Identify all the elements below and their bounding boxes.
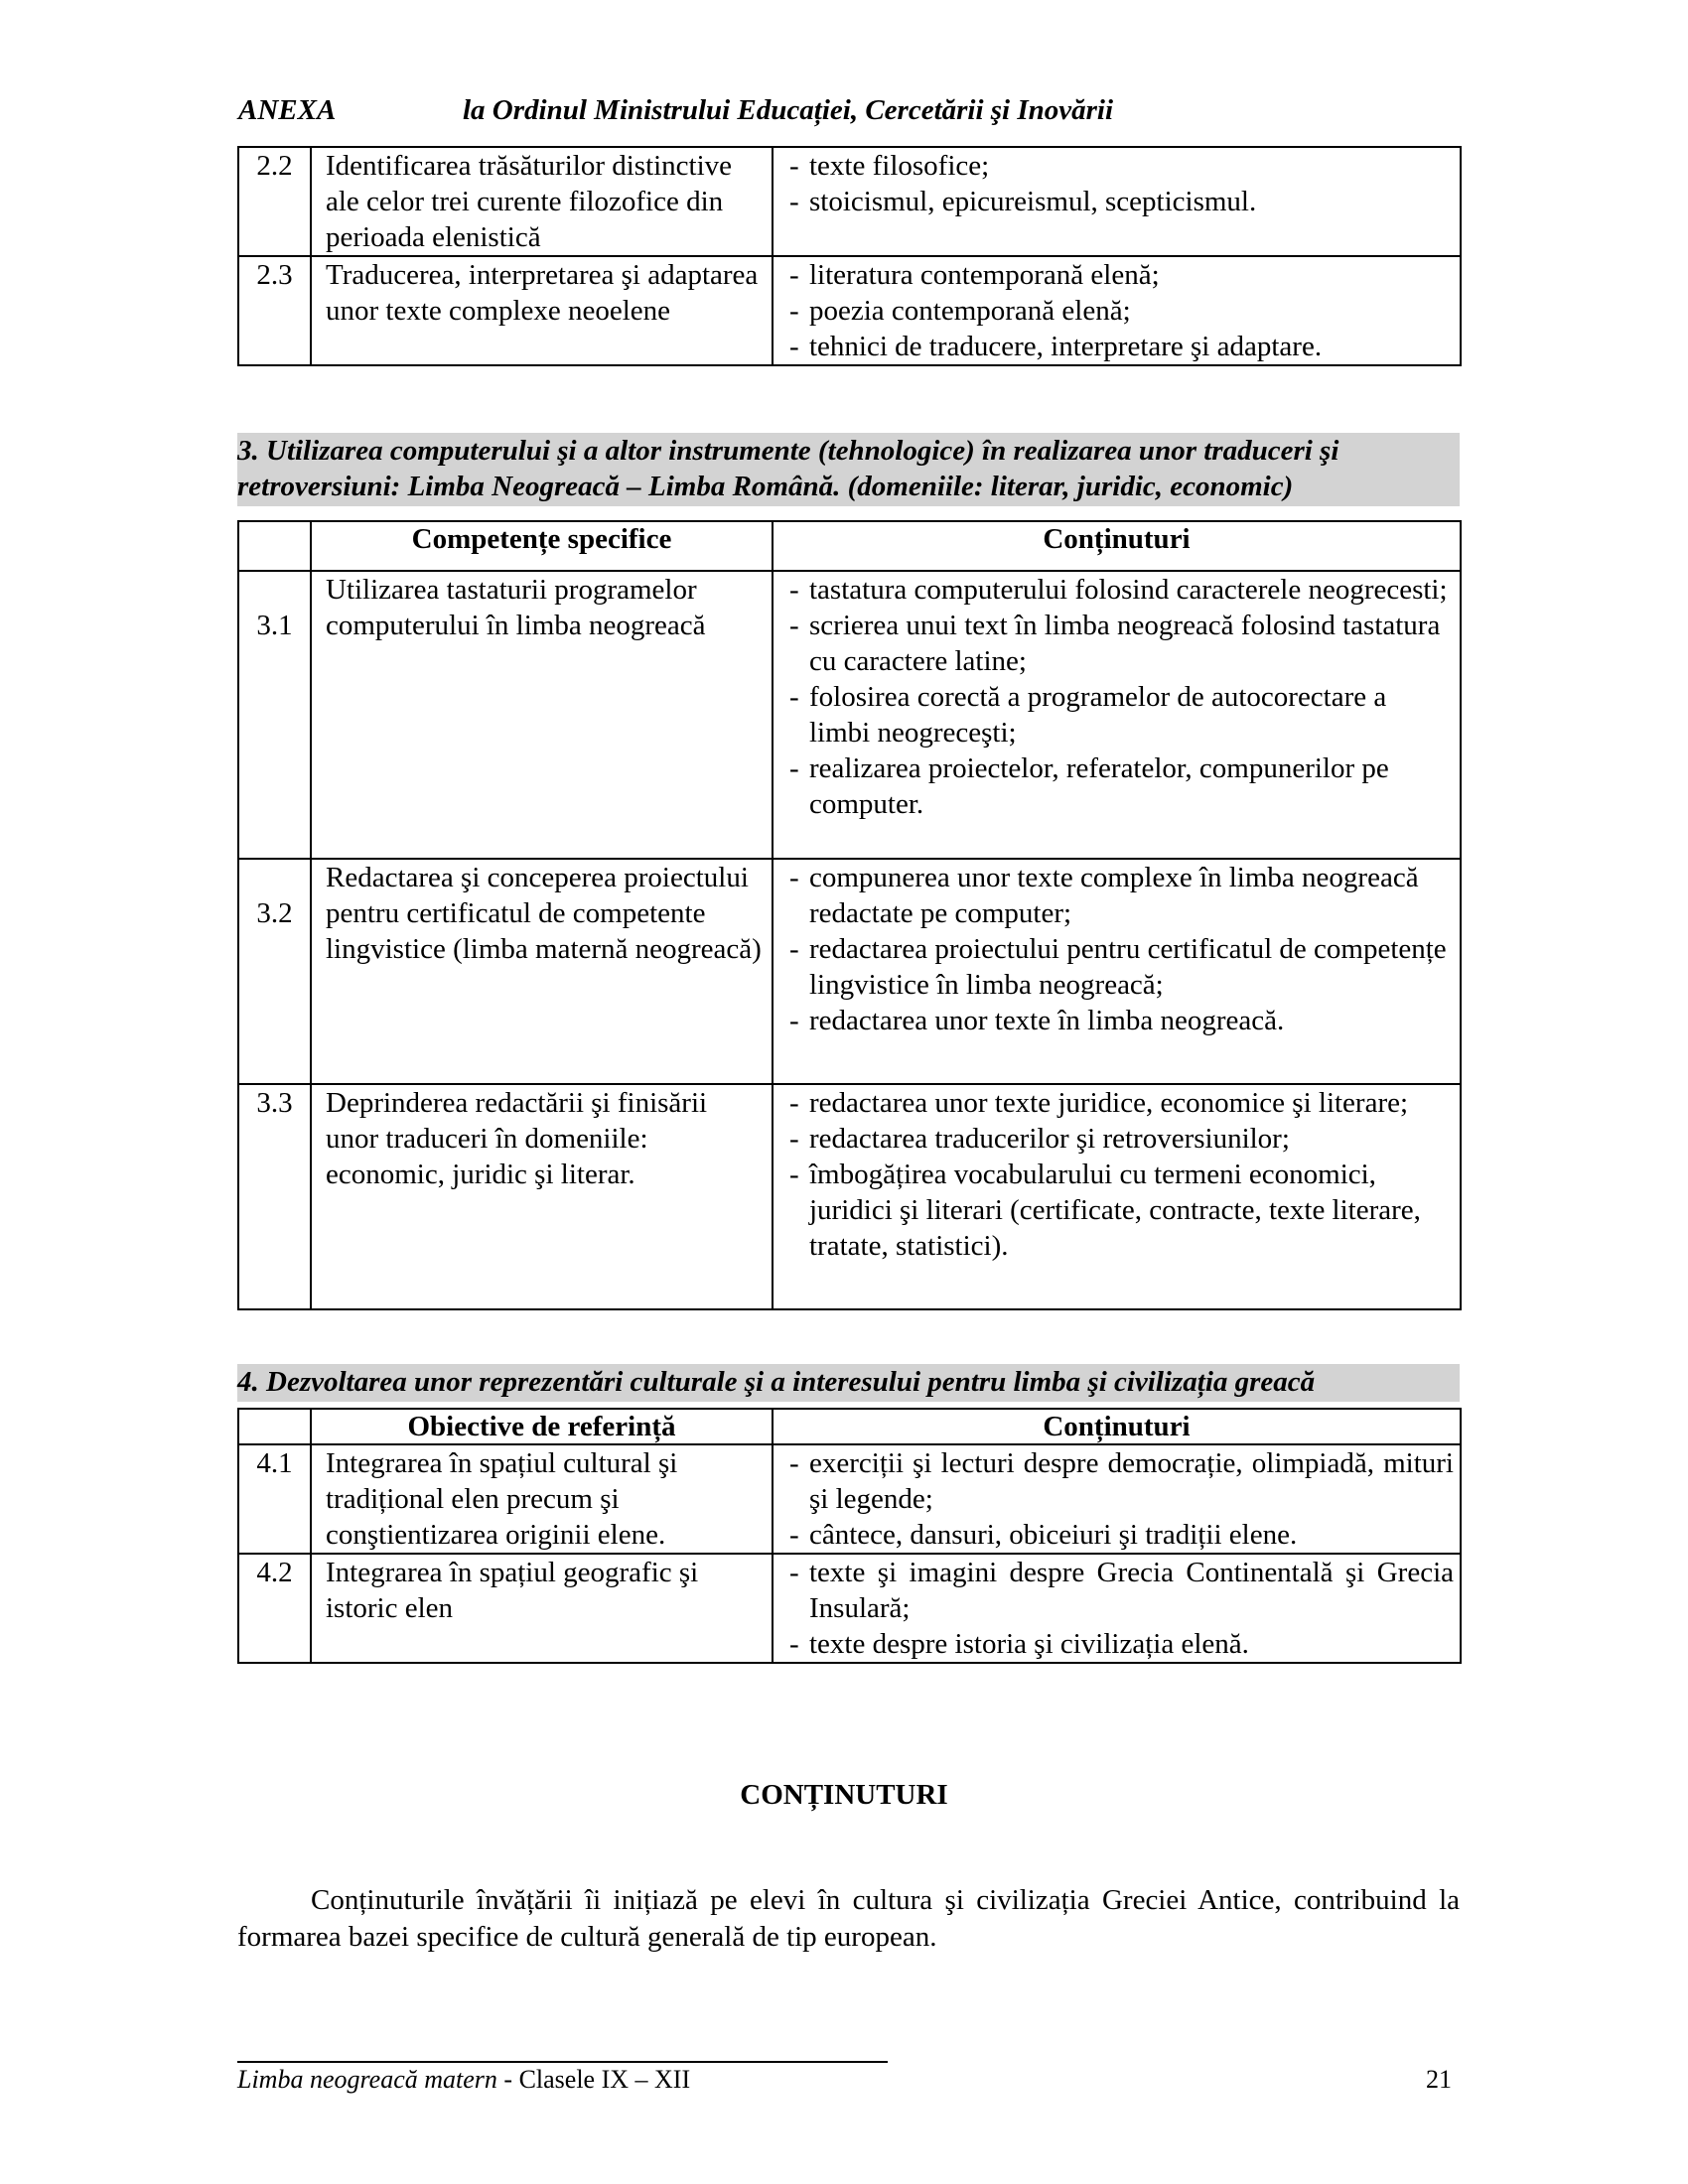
list-item: - tastatura computerului folosind caracterele neogrecesti; xyxy=(809,572,1454,608)
table-row xyxy=(238,147,1461,256)
footer-title xyxy=(237,2065,690,2095)
content-cell xyxy=(773,1444,1461,1554)
table-row xyxy=(238,1554,1461,1663)
row-number-text: 3.1 xyxy=(256,610,293,641)
list-item: - tehnici de traducere, interpretare şi adaptare. xyxy=(809,329,1454,364)
row-number: 4.2 xyxy=(238,1554,311,1663)
page-number: 21 xyxy=(1426,2065,1452,2094)
competence-table-2 xyxy=(237,146,1462,366)
list-item: - texte şi imagini despre Grecia Continentală şi Grecia Insulară; xyxy=(809,1555,1454,1626)
list-item: - redactarea unor texte în limba neogreacă. xyxy=(809,1003,1454,1038)
list-item: - poezia contemporană elenă; xyxy=(809,293,1454,329)
row-number: 2.2 xyxy=(238,147,311,256)
objective-cell: Integrarea în spațiul geografic şi istoric elen xyxy=(311,1554,773,1663)
table-row xyxy=(238,859,1461,1084)
list-item: - compunerea unor texte complexe în limba neogreacă redactate pe computer; xyxy=(809,860,1454,931)
page-header xyxy=(238,94,1460,134)
footer-divider xyxy=(237,2061,888,2063)
row-number xyxy=(238,571,311,859)
list-item: - redactarea proiectului pentru certificatul de competențe lingvistice în limba neogreacă; xyxy=(809,931,1454,1003)
objectives-table-4 xyxy=(237,1408,1462,1664)
content-cell xyxy=(773,147,1461,256)
table-row xyxy=(238,571,1461,859)
header-empty-cell xyxy=(238,1409,311,1444)
list-item: - îmbogățirea vocabularului cu termeni economici, juridici şi literari (certificate, contracte, texte literare, tratate, statistici). xyxy=(809,1157,1454,1264)
content-cell xyxy=(773,1084,1461,1309)
row-number: 4.1 xyxy=(238,1444,311,1554)
column-header-competence: Competențe specifice xyxy=(311,521,773,571)
list-item: - literatura contemporană elenă; xyxy=(809,257,1454,293)
list-item: - exerciții şi lecturi despre democrație, olimpiadă, mituri şi legende; xyxy=(809,1445,1454,1517)
content-cell xyxy=(773,571,1461,859)
list-item: - redactarea unor texte juridice, economice şi literare; xyxy=(809,1085,1454,1121)
content-cell xyxy=(773,1554,1461,1663)
competence-cell: Identificarea trăsăturilor distinctive ale celor trei curente filozofice din perioada elenistică xyxy=(311,147,773,256)
competence-table-3 xyxy=(237,520,1462,1310)
table-row xyxy=(238,256,1461,365)
header-empty-cell xyxy=(238,521,311,571)
section-heading-4: 4. Dezvoltarea unor reprezentări culturale şi a interesului pentru limba şi civilizația greacă xyxy=(237,1364,1460,1402)
section-heading-3: 3. Utilizarea computerului şi a altor instrumente (tehnologice) în realizarea unor traduceri şi retroversiuni: Limba Neogreacă – Limba Română. (domeniile: literar, juridic, economic) xyxy=(237,433,1460,506)
objective-cell: Integrarea în spațiul cultural şi tradițional elen precum şi conştientizarea originii elene. xyxy=(311,1444,773,1554)
column-header-content: Conținuturi xyxy=(773,521,1461,571)
competence-cell: Traducerea, interpretarea şi adaptarea unor texte complexe neoelene xyxy=(311,256,773,365)
header-anexa: ANEXA xyxy=(238,94,337,126)
column-header-content: Conținuturi xyxy=(773,1409,1461,1444)
continuturi-title: CONȚINUTURI xyxy=(740,1779,948,1811)
list-item: - redactarea traducerilor şi retroversiunilor; xyxy=(809,1121,1454,1157)
list-item: - texte filosofice; xyxy=(809,148,1454,184)
footer-title-rest: - Clasele IX – XII xyxy=(496,2065,691,2094)
table-row xyxy=(238,1444,1461,1554)
table-row xyxy=(238,1084,1461,1309)
header-ordin: la Ordinul Ministrului Educației, Cercetării şi Inovării xyxy=(463,94,1114,126)
row-number: 3.3 xyxy=(238,1084,311,1309)
competence-cell: Utilizarea tastaturii programelor computerului în limba neogreacă xyxy=(311,571,773,859)
row-number xyxy=(238,859,311,1084)
table-header-row xyxy=(238,521,1461,571)
list-item: - stoicismul, epicureismul, scepticismul. xyxy=(809,184,1454,219)
competence-cell: Redactarea şi conceperea proiectului pentru certificatul de competente lingvistice (limba maternă neogreacă) xyxy=(311,859,773,1084)
competence-cell: Deprinderea redactării şi finisării unor traduceri în domeniile: economic, juridic şi literar. xyxy=(311,1084,773,1309)
list-item: - cântece, dansuri, obiceiuri şi tradiții elene. xyxy=(809,1517,1454,1553)
list-item: - realizarea proiectelor, referatelor, compunerilor pe computer. xyxy=(809,751,1454,822)
list-item: - folosirea corectă a programelor de autocorectare a limbi neogreceşti; xyxy=(809,679,1454,751)
column-header-objectives: Obiective de referință xyxy=(311,1409,773,1444)
content-cell xyxy=(773,256,1461,365)
list-item: - texte despre istoria şi civilizația elenă. xyxy=(809,1626,1454,1662)
footer-title-italic: Limba neogreacă matern xyxy=(237,2065,497,2094)
row-number-text: 3.2 xyxy=(256,897,293,929)
row-number: 2.3 xyxy=(238,256,311,365)
continuturi-paragraph: Conținuturile învățării îi inițiază pe elevi în cultura şi civilizația Greciei Antice, contribuind la formarea bazei specifice de cultură generală de tip european. xyxy=(237,1884,1460,1953)
content-cell xyxy=(773,859,1461,1084)
table-header-row xyxy=(238,1409,1461,1444)
list-item: - scrierea unui text în limba neogreacă folosind tastatura cu caractere latine; xyxy=(809,608,1454,679)
